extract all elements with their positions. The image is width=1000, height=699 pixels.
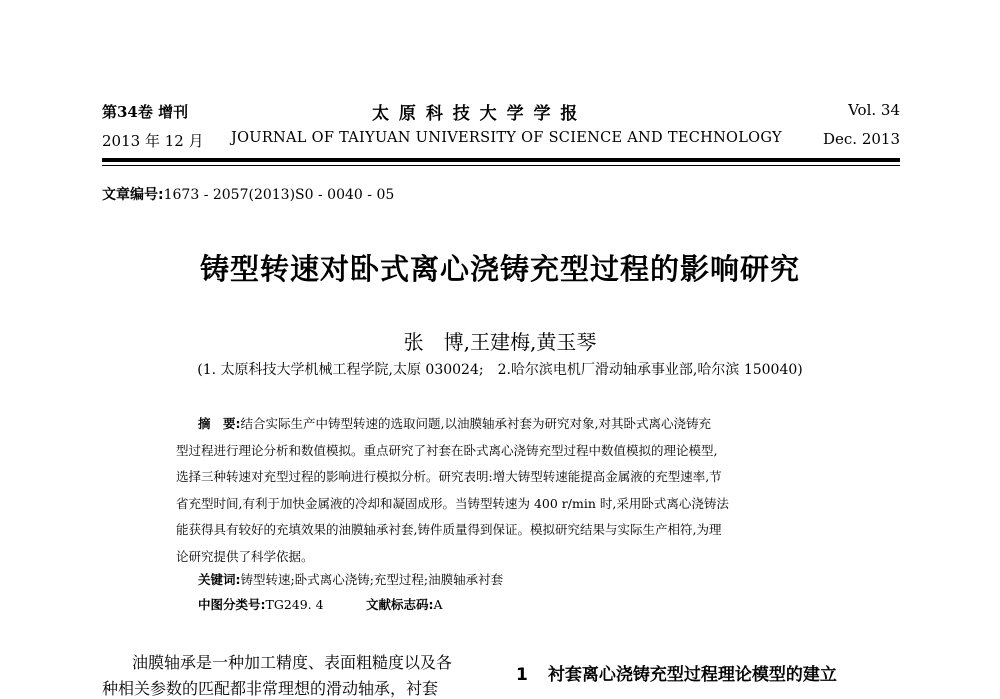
- article-number-value: 1673 - 2057(2013)S0 - 0040 - 05: [163, 187, 395, 203]
- abstract-line-2: 型过程进行理论分析和数值模拟。重点研究了衬套在卧式离心浇铸充型过程中数值模拟的理论模型,: [176, 443, 718, 458]
- date-en: Dec. 2013: [822, 130, 900, 148]
- intro-line-2: 种相关参数的匹配都非常理想的滑动轴承，衬套: [102, 679, 439, 698]
- intro-line-1: 油膜轴承是一种加工精度、表面粗糙度以及各: [132, 653, 453, 672]
- section-number: 1: [516, 665, 528, 685]
- keywords-label: 关键词:: [198, 572, 241, 587]
- classification-value: TG249. 4: [265, 597, 324, 612]
- affiliations: (1. 太原科技大学机械工程学院,太原 030024; 2.哈尔滨电机厂滑动轴承事业部,哈尔滨 150040): [197, 362, 803, 378]
- abstract-line-3: 选择三种转速对充型过程的影响进行模拟分析。研究表明:增大铸型转速能提高金属液的充型速率,节: [176, 469, 722, 484]
- journal-title-cn: 太 原 科 技 大 学 学 报: [372, 104, 580, 124]
- keywords: [198, 570, 503, 588]
- volume-cn: 第34卷 增刊: [102, 103, 189, 121]
- document-code-label: 文献标志码:: [366, 597, 434, 612]
- volume-en: Vol. 34: [848, 101, 900, 119]
- abstract-label: 摘 要:: [198, 416, 241, 431]
- abstract-line-6: 论研究提供了科学依据。: [176, 549, 314, 564]
- date-cn: 2013 年 12 月: [102, 132, 204, 150]
- header-rule-thick: [102, 158, 900, 162]
- article-number-label: 文章编号:: [102, 187, 164, 203]
- document-code: [366, 595, 443, 613]
- section-heading: [516, 660, 837, 685]
- paper-title: 铸型转速对卧式离心浇铸充型过程的影响研究: [199, 252, 800, 286]
- abstract-line-1: [198, 414, 860, 432]
- journal-title-en: JOURNAL OF TAIYUAN UNIVERSITY OF SCIENCE AND TECHNOLOGY: [231, 130, 782, 146]
- keywords-value: 铸型转速;卧式离心浇铸;充型过程;油膜轴承衬套: [240, 572, 504, 587]
- authors: 张 博,王建梅,黄玉琴: [403, 330, 597, 354]
- classification-label: 中图分类号:: [198, 597, 266, 612]
- abstract-line-4: 省充型时间,有利于加快金属液的冷却和凝固成形。当铸型转速为 400 r/min 时,采用卧式离心浇铸法: [176, 496, 729, 511]
- section-title: 衬套离心浇铸充型过程理论模型的建立: [547, 665, 837, 685]
- document-code-value: A: [433, 597, 443, 612]
- header-rule-thin: [102, 165, 900, 166]
- article-number: [102, 184, 394, 204]
- abstract-text: 结合实际生产中铸型转速的选取问题,以油膜轴承衬套为研究对象,对其卧式离心浇铸充: [240, 416, 711, 431]
- classification: [198, 595, 324, 613]
- abstract-line-5: 能获得具有较好的充填效果的油膜轴承衬套,铸件质量得到保证。模拟研究结果与实际生产相符,为理: [176, 522, 722, 537]
